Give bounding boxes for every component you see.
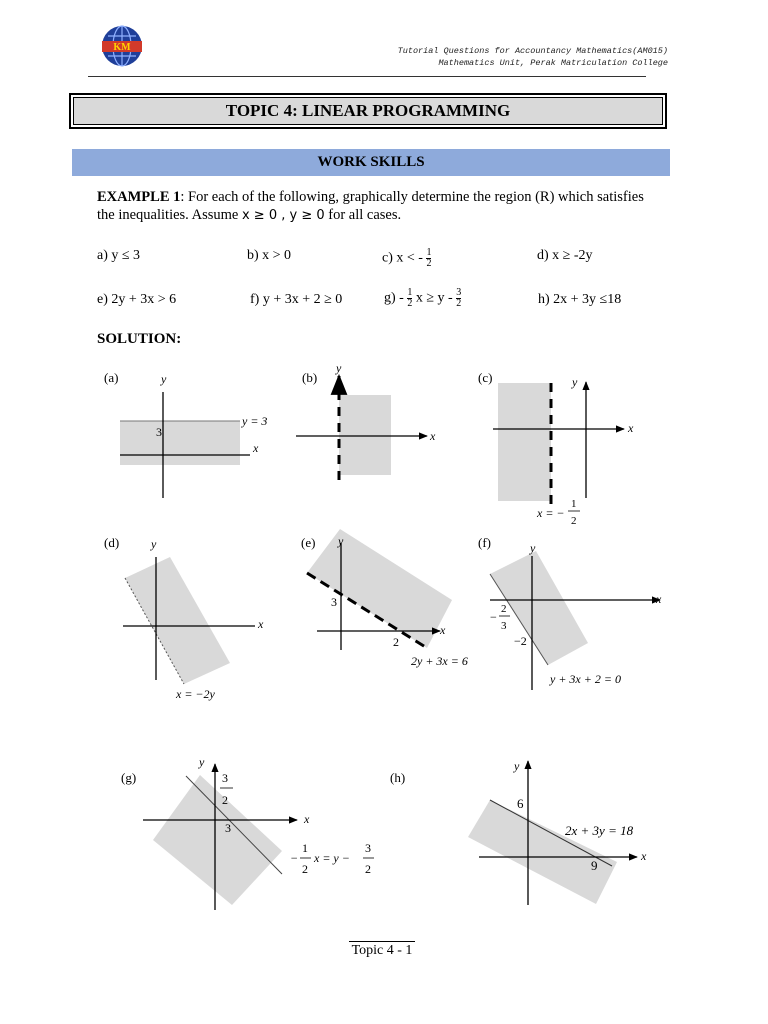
question-c-den: 2 <box>426 258 432 269</box>
graph-h-y-label: y <box>514 759 520 773</box>
graph-e-tick-y: 3 <box>331 595 337 609</box>
graph-c-x-label: x <box>628 421 634 435</box>
graph-f-tick-minus: − <box>490 610 497 624</box>
header-line-1: Tutorial Questions for Accountancy Mathematics(AM015) <box>397 46 668 56</box>
graph-d-region <box>125 557 230 684</box>
page-footer: Topic 4 - 1 <box>351 943 413 958</box>
question-e: e) 2y + 3x > 6 <box>97 292 177 307</box>
graph-h-tick-y: 6 <box>517 796 524 811</box>
graph-e <box>301 529 468 668</box>
graph-b-label: (b) <box>302 370 318 385</box>
question-h: h) 2x + 3y ≤18 <box>538 292 622 307</box>
question-g-mid: x ≥ y - <box>415 290 453 306</box>
graph-g-y-label: y <box>199 755 205 769</box>
graph-g-x-label: x <box>304 812 310 826</box>
graph-g-tick-x: 3 <box>225 821 231 835</box>
graph-g-line-num: 1 <box>302 841 308 855</box>
question-f: f) y + 3x + 2 ≥ 0 <box>250 292 343 307</box>
graph-g <box>121 755 374 910</box>
graph-e-y-label: y <box>338 534 344 548</box>
graph-f <box>478 535 662 690</box>
graph-g-line-num-2: 3 <box>365 841 371 855</box>
graph-d-y-label: y <box>151 537 157 551</box>
graph-f-label: (f) <box>478 535 491 550</box>
question-g-pre: g) - <box>384 290 404 306</box>
graph-g-tick-num: 3 <box>222 771 228 785</box>
question-d: d) x ≥ -2y <box>537 248 593 263</box>
graph-g-line-den: 2 <box>302 862 308 876</box>
work-skills-heading: WORK SKILLS <box>72 149 670 176</box>
graph-c-label: (c) <box>478 370 493 385</box>
graph-a-line-label: y = 3 <box>242 414 268 428</box>
graph-c <box>478 370 634 527</box>
graph-f-tick-y: −2 <box>514 634 527 648</box>
graph-e-tick-x: 2 <box>393 635 399 649</box>
graph-e-label: (e) <box>301 535 316 550</box>
example-math: x ≥ 0 , y ≥ 0 <box>241 208 325 223</box>
graph-b-x-label: x <box>430 429 436 443</box>
question-g-den-1: 2 <box>407 298 413 309</box>
graph-f-x-label: x <box>656 592 662 606</box>
question-c-text: c) x < - <box>382 250 423 266</box>
graph-a-tick: 3 <box>156 425 162 439</box>
graph-d <box>104 535 264 701</box>
graph-g-line-mid: x = y − <box>314 851 350 865</box>
graph-d-x-label: x <box>258 617 264 631</box>
graph-g-label: (g) <box>121 770 137 785</box>
header-line-2: Mathematics Unit, Perak Matriculation College <box>438 58 668 68</box>
graph-a-x-label: x <box>253 441 259 455</box>
graph-b-region <box>339 395 391 475</box>
example-label: EXAMPLE 1 <box>97 189 181 205</box>
graph-c-region <box>498 383 551 501</box>
graph-h-label: (h) <box>390 770 406 785</box>
graph-b-y-label: y <box>336 361 342 375</box>
graph-g-tick-den: 2 <box>222 793 228 807</box>
question-a: a) y ≤ 3 <box>97 248 141 263</box>
graph-h-tick-x: 9 <box>591 858 598 873</box>
graph-h-region <box>468 800 617 904</box>
graph-f-y-label: y <box>530 541 536 555</box>
graph-g-line-pre: − <box>290 851 299 865</box>
graph-e-line-label: 2y + 3x = 6 <box>411 654 468 668</box>
graph-g-region <box>153 775 282 905</box>
graph-c-frac-den: 2 <box>571 515 577 527</box>
graph-d-line-label: x = −2y <box>176 687 215 701</box>
graph-b <box>296 361 436 480</box>
graph-a <box>104 370 267 498</box>
solution-label: SOLUTION: <box>97 331 182 347</box>
question-b: b) x > 0 <box>247 248 292 263</box>
topic-title: TOPIC 4: LINEAR PROGRAMMING <box>73 97 663 125</box>
question-g-num-2: 3 <box>456 287 462 298</box>
example-text-2-end: for all cases. <box>324 207 402 223</box>
logo-lettering: KM <box>113 42 131 53</box>
graph-h-line-label: 2x + 3y = 18 <box>565 823 634 838</box>
graph-e-x-label: x <box>440 623 446 637</box>
graph-h-x-label: x <box>641 849 647 863</box>
graph-e-region <box>307 529 452 648</box>
footer-rule <box>349 941 415 942</box>
example-text-1: : For each of the following, graphically determine the region (R) which satisfies <box>180 189 644 205</box>
graph-f-tick-den: 3 <box>501 620 507 632</box>
graph-f-line-label: y + 3x + 2 = 0 <box>550 672 621 686</box>
question-g-den-2: 2 <box>456 298 462 309</box>
question-c-num: 1 <box>426 247 432 258</box>
graph-c-y-label: y <box>572 375 578 389</box>
graph-a-y-label: y <box>161 372 167 386</box>
graph-d-label: (d) <box>104 535 120 550</box>
graph-f-tick-num: 2 <box>501 603 507 615</box>
graph-a-label: (a) <box>104 370 119 385</box>
question-g-num-1: 1 <box>407 287 413 298</box>
graph-c-frac-num: 1 <box>571 498 577 510</box>
example-text-2: the inequalities. Assume <box>97 207 242 223</box>
graph-g-line-den-2: 2 <box>365 862 371 876</box>
graph-c-line-label: x = − <box>537 506 565 520</box>
graph-h <box>390 759 647 905</box>
graph-a-region <box>120 421 240 465</box>
